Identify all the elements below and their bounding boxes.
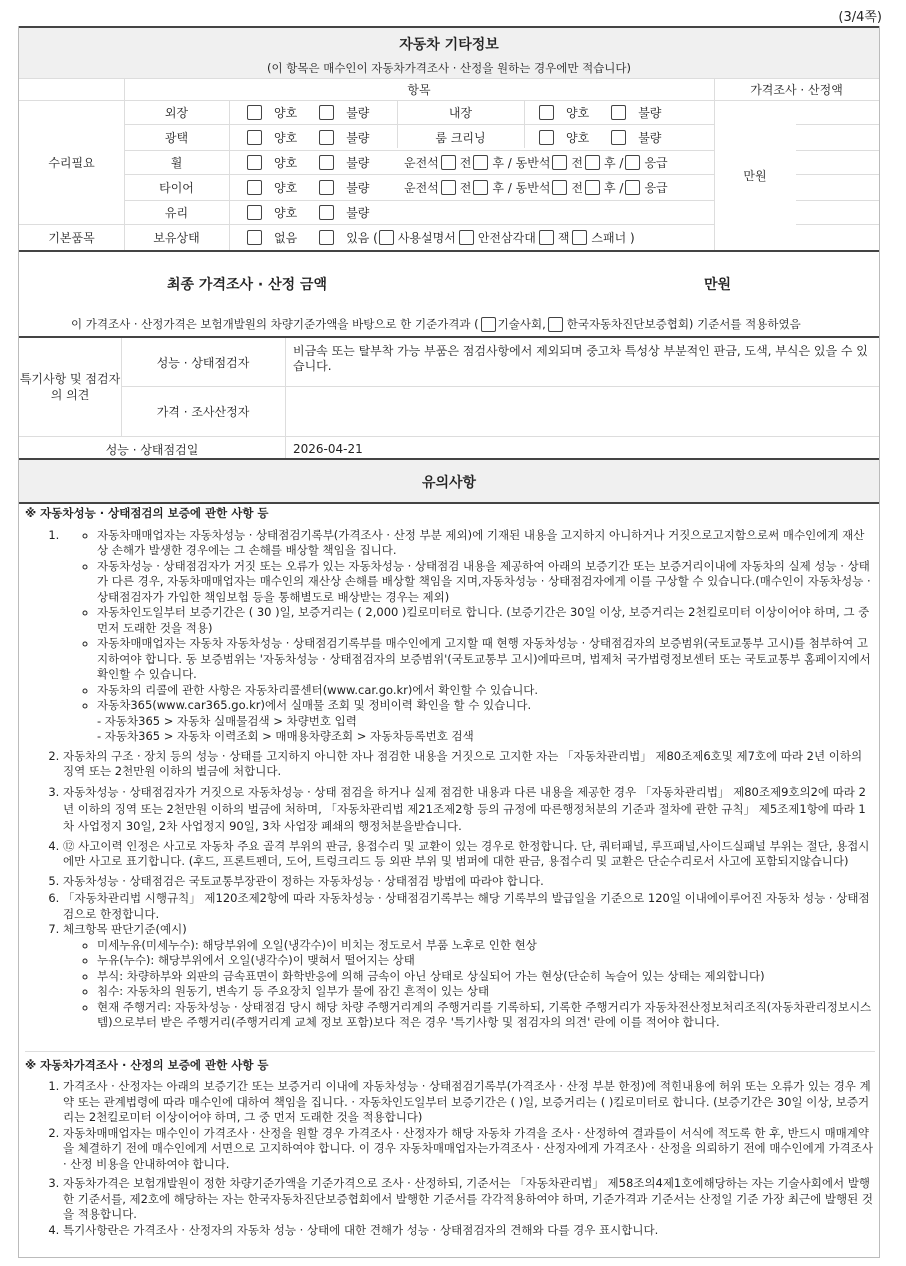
inspector-opinion-text: 비금속 또는 탈부착 가능 부품은 점검사항에서 제외되며 중고차 특성상 부분적인 판금, 도색, 부식은 있을 수 있습니다. — [293, 344, 868, 373]
final-price-block — [19, 250, 879, 338]
notice-item-6: 6. 「자동차관리법 시행규칙」 제120조제2항에 따라 자동차성능 · 상태점검기록부는 해당 기록부의 발급일을 기준으로 120일 이내에이루어진 자동차 성능 · 상태점검으로 한정합니다. — [63, 891, 875, 922]
interior-bad-checkbox[interactable] — [611, 105, 626, 120]
price-unit: 만원 — [743, 168, 767, 183]
wheel-options: 양호 불량 — [247, 150, 379, 174]
section1-title: 자동차 기타정보 — [399, 37, 499, 53]
row-basic-item: 보유상태 — [153, 230, 200, 245]
notice-item-7-bullets: ◦ 미세누유(미세누수): 해당부위에 오일(냉각수)이 비치는 정도로서 부품 노후로 인한 현상 ◦ 누유(누수): 해당부위에서 오일(냉각수)이 맺혀서 떨어지는 상태 ◦ 부식: 차량하부와 외판의 금속표면이 화학반응에 의해 금속이 아닌 상태로 상실되어 가는 현상(단순히 녹슬어 있는 상태는 제외합니다) ◦ 침수: 자동차의 원동기, 변속기 등 주요장치 일부가 물에 잠긴 흔적이 있는 상태 ◦ 현재 주행거리: 자동차성능 · 상태점검 당시 해당 차량 주행거리계의 주행거리를 기록하되, 기록한 주행거리가 자동차전산정보처리조직(자동차관리정보시스템)으로부터 받은 주행거리(주행거리계 교체 정보 포함)보다 적은 경우 '특기사항 및 점검자의 의견' 란에 이를 적어야 합니다. — [63, 938, 875, 1031]
final-price-label: 최종 가격조사 · 산정 금액 — [167, 277, 328, 293]
basic-manual-checkbox[interactable] — [379, 230, 394, 245]
section-divider — [25, 1051, 875, 1052]
notice-header — [19, 458, 879, 504]
basic-item-options: 없음 있음 ( 사용설명서 안전삼각대 잭 스패너 ) — [247, 224, 635, 250]
wheel-passenger-front-checkbox[interactable] — [552, 155, 567, 170]
tire-driver-front-checkbox[interactable] — [441, 180, 456, 195]
wheel-driver-rear-checkbox[interactable] — [473, 155, 488, 170]
row-room-cleaning: 룸 크리닝 — [435, 130, 486, 145]
exterior-options: 양호 불량 — [247, 100, 379, 124]
page-number: (3/4쪽) — [838, 10, 882, 25]
row-exterior: 외장 — [164, 105, 189, 120]
notice-item-3: 3. 자동차성능 · 상태점검자가 거짓으로 자동차성능 · 상태 점검을 하거나 실제 점검한 내용과 다른 내용을 제공한 경우 「자동차관리법」 제80조제9호의2에 따라 2년 이하의 징역 또는 2천만원 이하의 벌금에 처하며, 「자동차관리법 제21조제2항 등의 규정에 따른행정처분의 기준과 절차에 관한 규칙」 제5조제1항에 따라 1차 사업정지 30일, 2차 사업정지 90일, 3차 사업장 폐쇄의 행정처분을받습니다. — [63, 784, 875, 835]
notice-section1-list — [25, 528, 875, 1031]
notice2-item-3: 3. 자동차가격은 보험개발원이 정한 차량기준가액을 기준가격으로 조사 · 산정하되, 기준서는 「자동차관리법」 제58조의4제1호에해당하는 자는 기술사회에서 발행한 기준서를, 제2호에 해당하는 자는 한국자동차진단보증협회에서 발행한 기준서를 각각적용하여야 하며, 기준가격과 기준서는 산정일 기준 가장 최근에 발행된 것을 적용합니다. — [63, 1176, 875, 1223]
opinion-table — [19, 336, 879, 462]
notice-section2-title: ※ 자동차가격조사 · 산정의 보증에 관한 사항 등 — [25, 1057, 269, 1072]
glass-good-checkbox[interactable] — [247, 205, 262, 220]
notice-item-5: 5. 자동차성능 · 상태점검은 국토교통부장관이 정하는 자동차성능 · 상태점검 방법에 따라야 합니다. — [63, 874, 875, 890]
inspection-date-label: 성능 · 상태점검일 — [105, 442, 199, 457]
section1-subtitle: (이 항목은 매수인이 자동차가격조사 · 산정을 원하는 경우에만 적습니다) — [266, 61, 632, 75]
glass-options: 양호 불량 — [247, 200, 379, 224]
col-price-header: 가격조사 · 산정액 — [750, 82, 843, 97]
section1-header — [19, 26, 879, 78]
inspector-label: 성능 · 상태점검자 — [156, 355, 250, 370]
document-sheet — [18, 26, 880, 1258]
row-interior: 내장 — [448, 105, 473, 120]
final-price-note: 이 가격조사 · 산정가격은 보험개발원의 차량기준가액을 바탕으로 한 기준가격과 ( 기술사회, 한국자동차진단보증협회) 기준서를 적용하였음 — [71, 317, 801, 331]
tire-bad-checkbox[interactable] — [319, 180, 334, 195]
polish-good-checkbox[interactable] — [247, 130, 262, 145]
wheel-bad-checkbox[interactable] — [319, 155, 334, 170]
tire-driver-rear-checkbox[interactable] — [473, 180, 488, 195]
basic-triangle-checkbox[interactable] — [459, 230, 474, 245]
tire-passenger-rear-checkbox[interactable] — [585, 180, 600, 195]
notice2-item-1: 1. 가격조사 · 산정자는 아래의 보증기간 또는 보증거리 이내에 자동차성능 · 상태점검기록부(가격조사 · 산정 부분 한정)에 적힌내용에 허위 또는 오류가 있는 경우 계약 또는 관계법령에 따라 매수인에 대하여 책임을 집니다. · 자동차인도일부터 보증기간은 ( )일, 보증거리는 ( )킬로미터로 합니다. (보증기간은 30일 이상, 보증거리는 2천킬로미터 이상이어야 하며, 그 중 먼저 도래한 것을 적용합니다) — [63, 1079, 875, 1126]
wheel-position-options: 운전석 전 후 / 동반석 전 후 / 응급 — [404, 155, 668, 170]
notice-body — [25, 506, 875, 1238]
appraiser-label: 가격 · 조사산정자 — [156, 404, 250, 419]
wheel-good-checkbox[interactable] — [247, 155, 262, 170]
notice-item-1-bullets: ◦ 1. 자동차매매업자는 자동차성능 · 상태점검기록부(가격조사 · 산정 부분 제외)에 기재된 내용을 고지하지 아니하거나 거짓으로고지함으로써 매수인에게 재산상 손해가 발생한 경우에는 그 손해를 배상할 책임을 집니다. ◦ 자동차성능 · 상태점검자가 거짓 또는 오류가 있는 자동차성능 · 상태점검 내용을 제공하여 아래의 보증기간 또는 보증거리이내에 자동차의 실제 성능 · 상태가 다른 경우, 자동차매매업자는 매수인의 재산상 손해를 배상할 책임을 지며,자동차성능 · 상태점검자에게 이를 구상할 수 있습니다.(매수인이 자동차성능 · 상태점검자가 가입한 책임보험 등을 통해별도로 배상받는 경우는 제외) ◦ 자동차인도일부터 보증기간은 ( 30 )일, 보증거리는 ( 2,000 )킬로미터로 합니다. (보증기간은 30일 이상, 보증거리는 2천킬로미터 이상이어야 하며, 그 중 먼저 도래한 것을 적용) ◦ 자동차매매업자는 자동차 자동차성능 · 상태점검기록부를 매수인에게 고지할 때 현행 자동차성능 · 상태점검자의 보증범위(국토교통부 고시)를 첨부하여 고지하여야 합니다. 동 보증범위는 '자동차성능 · 상태점검자의 보증범위'(국토교통부 고시)에따르며, 법제처 국가법령정보센터 또는 국토교통부 홈페이지에서 확인할 수 있습니다. ◦ 자동차의 리콜에 관한 사항은 자동차리콜센터(www.car.go.kr)에서 확인할 수 있습니다. ◦ 자동차365(www.car365.go.kr)에서 실매물 조회 및 정비이력 확인을 할 수 있습니다. - 자동차365 > 자동차 실매물검색 > 차량번호 입력 — [63, 528, 875, 730]
tire-passenger-front-checkbox[interactable] — [552, 180, 567, 195]
basic-label: 기본품목 — [48, 230, 95, 245]
basic-spanner-checkbox[interactable] — [572, 230, 587, 245]
row-wheel: 휠 — [170, 155, 183, 170]
col-item-header: 항목 — [407, 82, 431, 97]
exterior-good-checkbox[interactable] — [247, 105, 262, 120]
final-price-unit: 만원 — [704, 277, 732, 293]
notice-section2-list — [25, 1079, 875, 1238]
tire-emergency-checkbox[interactable] — [625, 180, 640, 195]
notice-title: 유의사항 — [421, 475, 477, 491]
tire-good-checkbox[interactable] — [247, 180, 262, 195]
engineers-society-checkbox[interactable] — [481, 317, 496, 332]
basic-jack-checkbox[interactable] — [539, 230, 554, 245]
room-cleaning-options: 양호 불량 — [539, 124, 671, 150]
glass-bad-checkbox[interactable] — [319, 205, 334, 220]
tire-position-options: 운전석 전 후 / 동반석 전 후 / 응급 — [404, 180, 668, 195]
wheel-passenger-rear-checkbox[interactable] — [585, 155, 600, 170]
interior-options: 양호 불량 — [539, 100, 671, 124]
row-polish: 광택 — [164, 130, 189, 145]
wheel-driver-front-checkbox[interactable] — [441, 155, 456, 170]
inspection-date-value: 2026-04-21 — [293, 442, 363, 456]
opinion-label: 특기사항 및 점검자의 의견 — [19, 372, 121, 402]
exterior-bad-checkbox[interactable] — [319, 105, 334, 120]
room-cleaning-bad-checkbox[interactable] — [611, 130, 626, 145]
polish-options: 양호 불량 — [247, 124, 379, 150]
notice-section1-title: ※ 자동차성능 · 상태점검의 보증에 관한 사항 등 — [25, 506, 269, 520]
notice-item-7: 7. 체크항목 판단기준(예시) ◦ 미세누유(미세누수): 해당부위에 오일(냉각수)이 비치는 정도로서 부품 노후로 인한 현상 ◦ 누유(누수): 해당부위에서 오일(냉각수)이 맺혀서 떨어지는 상태 ◦ 부식: 차량하부와 외판의 금속표면이 화학반응에 의해 금속이 아닌 상태로 상실되어 가는 현상(단순히 녹슬어 있는 상태는 제외합니다) ◦ 침수: 자동차의 원동기, 변속기 등 주요장치 일부가 물에 잠긴 흔적이 있는 상태 ◦ 현재 주행거리: 자동차성능 · 상태점검 당시 해당 차량 주행거리계의 주행거리를 기록하되, 기록한 주행거리가 자동차전산정보처리조직(자동차관리정보시스템)으로부터 받은 주행거리(주행거리계 교체 정보 포함)보다 적은 경우 '특기사항 및 점검자의 의견' 란에 이를 적어야 합니다. — [63, 922, 875, 1031]
notice2-item-2: 2. 자동차매매업자는 매수인이 가격조사 · 산정을 원할 경우 가격조사 · 산정자가 해당 자동차 가격을 조사 · 산정하여 결과를이 서식에 적도록 한 후, 반드시 매매계약을 체결하기 전에 매수인에게 서면으로 고지하여야 합니다. 이 경우 자동차매매업자는가격조사 · 산정자에게 가격조사 · 산정을 의뢰하기 전에 매수인에게 가격조사 · 산정 비용을 안내하여야 합니다. — [63, 1126, 875, 1173]
basic-has-checkbox[interactable] — [319, 230, 334, 245]
room-cleaning-good-checkbox[interactable] — [539, 130, 554, 145]
interior-good-checkbox[interactable] — [539, 105, 554, 120]
notice2-item-4: 4. 특기사항란은 가격조사 · 산정자의 자동차 성능 · 상태에 대한 견해가 성능 · 상태점검자의 견해와 다를 경우 표시합니다. — [63, 1223, 875, 1239]
basic-none-checkbox[interactable] — [247, 230, 262, 245]
tire-options: 양호 불량 — [247, 174, 379, 200]
wheel-emergency-checkbox[interactable] — [625, 155, 640, 170]
row-tire: 타이어 — [159, 180, 194, 195]
row-glass: 유리 — [164, 205, 189, 220]
repair-label: 수리필요 — [48, 155, 95, 170]
notice-item-4: 4. ⑫ 사고이력 인정은 사고로 자동차 주요 골격 부위의 판금, 용접수리 및 교환이 있는 경우로 한정합니다. 단, 쿼터패널, 루프패널,사이드실패널 부위는 절단, 용접시에만 사고로 표기합니다. (후드, 프론트펜더, 도어, 트렁크리드 등 외판 부위 및 범퍼에 대한 판금, 용접수리 및 교환은 단순수리로서 사고에 포함되지않습니다) — [63, 839, 875, 870]
notice-item-1: ◦ 1. 자동차매매업자는 자동차성능 · 상태점검기록부(가격조사 · 산정 부분 제외)에 기재된 내용을 고지하지 아니하거나 거짓으로고지함으로써 매수인에게 재산상 손해가 발생한 경우에는 그 손해를 배상할 책임을 집니다. ◦ 자동차성능 · 상태점검자가 거짓 또는 오류가 있는 자동차성능 · 상태점검 내용을 제공하여 아래의 보증기간 또는 보증거리이내에 자동차의 실제 성능 · 상태가 다른 경우, 자동차매매업자는 매수인의 재산상 손해를 배상할 책임을 지며,자동차성능 · 상태점검자에게 이를 구상할 수 있습니다.(매수인이 자동차성능 · 상태점검자가 가입한 책임보험 등을 통해별도로 배상받는 경우는 제외) ◦ 자동차인도일부터 보증기간은 ( 30 )일, 보증거리는 ( 2,000 )킬로미터로 합니다. (보증기간은 30일 이상, 보증거리는 2천킬로미터 이상이어야 하며, 그 중 먼저 도래한 것을 적용) ◦ 자동차매매업자는 자동차 자동차성능 · 상태점검기록부를 매수인에게 고지할 때 현행 자동차성능 · 상태점검자의 보증범위(국토교통부 고시)를 첨부하여 고지하여야 합니다. 동 보증범위는 '자동차성능 · 상태점검자의 보증범위'(국토교통부 고시)에따르며, 법제처 국가법령정보센터 또는 국토교통부 홈페이지에서 확인할 수 있습니다. ◦ 자동차의 리콜에 관한 사항은 자동차리콜센터(www.car.go.kr)에서 확인할 수 있습니다. ◦ 자동차365(www.car365.go.kr)에서 실매물 조회 및 정비이력 확인을 할 수 있습니다. - 자동차365 > 자동차 실매물검색 > 차량번호 입력 - 자동차365 > 자동차 이력조회 > 매매용차량조회 > 자동차등록번호 검색 — [63, 528, 875, 745]
polish-bad-checkbox[interactable] — [319, 130, 334, 145]
repair-table — [19, 78, 879, 250]
notice-item-2: 2. 자동차의 구조 · 장치 등의 성능 · 상태를 고지하지 아니한 자나 점검한 내용을 거짓으로 고지한 자는 「자동차관리법」 제80조제6호및 제7호에 따라 2년 이하의 징역 또는 2천만원 이하의 벌금에 처합니다. — [63, 749, 875, 780]
diagnosis-association-checkbox[interactable] — [548, 317, 563, 332]
